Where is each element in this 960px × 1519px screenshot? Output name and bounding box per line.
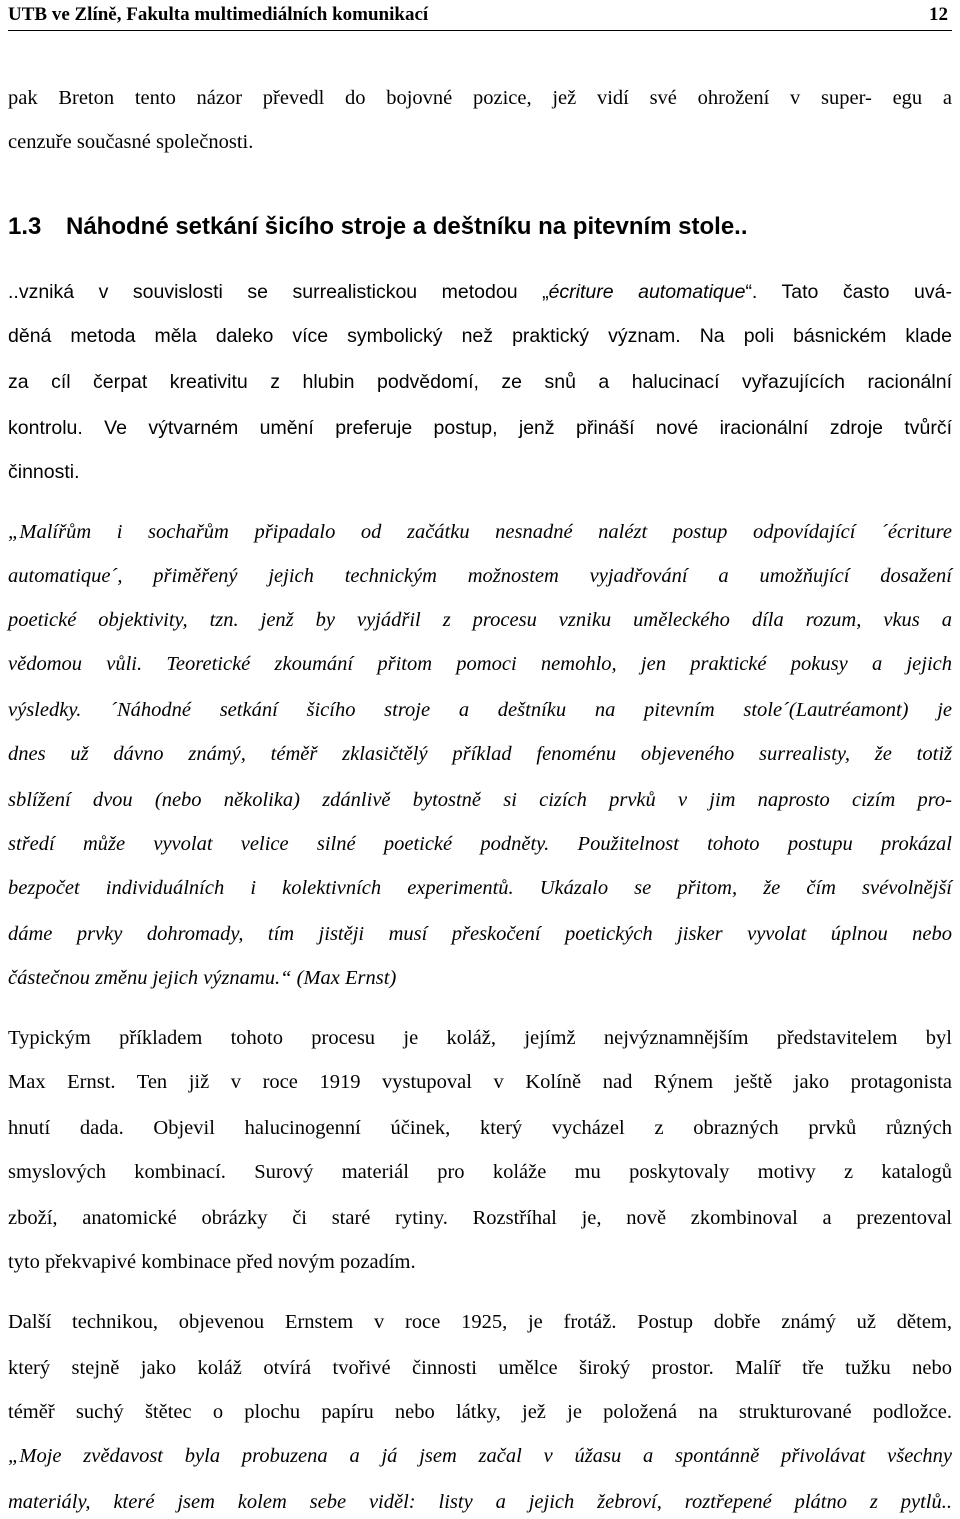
para2-line-2: děná metoda měla daleko více symbolický než praktický význam. Na poli básnickém klade bbox=[8, 325, 952, 347]
para4-line: téměř suchý štětec o plochu papíru nebo látky, jež je položená na strukturované podložce. bbox=[8, 1401, 952, 1423]
quote-line: částečnou změnu jejich významu.“ (Max Ernst) bbox=[8, 967, 397, 989]
quote-line: poetické objektivity, tzn. jenž by vyjádřil z procesu vzniku uměleckého díla rozum, vkus a bbox=[8, 609, 952, 631]
para2-line-4: kontrolu. Ve výtvarném umění preferuje postup, jenž přináší nové iracionální zdroje tvůrčí bbox=[8, 417, 952, 439]
para3-line: zboží, anatomické obrázky či staré rytiny. Rozstříhal je, nově zkombinoval a prezentoval bbox=[8, 1207, 952, 1229]
running-header bbox=[8, 0, 952, 31]
para3-line: hnutí dada. Objevil halucinogenní účinek, který vycházel z obrazných prvků různých bbox=[8, 1117, 952, 1139]
para2-text: “. Tato často uvá- bbox=[745, 281, 952, 303]
page-number: 12 bbox=[929, 4, 948, 25]
para2-text: ..vzniká v souvislosti se surrealistickou metodou „ bbox=[8, 281, 549, 303]
quote-line: dáme prvky dohromady, tím jistěji musí přeskočení poetických jisker vyvolat úplnou nebo bbox=[8, 923, 952, 945]
para4-line: který stejně jako koláž otvírá tvořivé činnosti umělce široký prostor. Malíř tře tužku nebo bbox=[8, 1357, 952, 1379]
section-heading bbox=[8, 210, 748, 244]
quote-line: „Malířům i sochařům připadalo od začátku nesnadné nalézt postup odpovídající ´écriture bbox=[8, 521, 952, 543]
para2-line-3: za cíl čerpat kreativitu z hlubin podvědomí, ze snů a halucinací vyřazujících racionální bbox=[8, 371, 952, 393]
quote-line: sblížení dvou (nebo několika) zdánlivě bytostně si cizích prvků v jim naprosto cizím pro- bbox=[8, 789, 952, 811]
para4-line: Další technikou, objevenou Ernstem v roce 1925, je frotáž. Postup dobře známý už dětem, bbox=[8, 1311, 952, 1333]
header-title: UTB ve Zlíně, Fakulta multimediálních komunikací bbox=[8, 4, 429, 25]
para2-line-5: činnosti. bbox=[8, 461, 80, 483]
quote-line: středí může vyvolat velice silné poetické podněty. Použitelnost tohoto postupu prokázal bbox=[8, 833, 952, 855]
quote-line: výsledky. ´Náhodné setkání šicího stroje a deštníku na pitevním stole´(Lautréamont) je bbox=[8, 699, 952, 721]
para2-line-1 bbox=[8, 278, 952, 306]
para3-line: Typickým příkladem tohoto procesu je koláž, jejímž nejvýznamnějším představitelem byl bbox=[8, 1027, 952, 1049]
section-title: Náhodné setkání šicího stroje a deštníku na pitevním stole.. bbox=[66, 213, 748, 240]
quote-line: bezpočet individuálních i kolektivních experimentů. Ukázalo se přitom, že čím svévolnější bbox=[8, 877, 952, 899]
term-ecriture-automatique: écriture automatique bbox=[548, 281, 746, 303]
quote-line: dnes už dávno známý, téměř zklasičtělý příklad fenoménu objeveného surrealisty, že totiž bbox=[8, 743, 952, 765]
para1-line-2: cenzuře současné společnosti. bbox=[8, 131, 254, 153]
quote-line: automatique´, přiměřený jejich technickým možnostem vyjadřování a umožňující dosažení bbox=[8, 565, 952, 587]
quote2-line: materiály, které jsem kolem sebe viděl: listy a jejich žebroví, roztřepené plátno z pytlů.. bbox=[8, 1491, 952, 1513]
quote-line: vědomou vůli. Teoretické zkoumání přitom pomoci nemohlo, jen praktické pokusy a jejich bbox=[8, 653, 952, 675]
section-number: 1.3 bbox=[8, 213, 42, 240]
para3-line: smyslových kombinací. Surový materiál pro koláže mu poskytovaly motivy z katalogů bbox=[8, 1161, 952, 1183]
para3-line: tyto překvapivé kombinace před novým pozadím. bbox=[8, 1251, 416, 1273]
para3-line: Max Ernst. Ten již v roce 1919 vystupoval v Kolíně nad Rýnem ještě jako protagonista bbox=[8, 1071, 952, 1093]
quote2-line: „Moje zvědavost byla probuzena a já jsem začal v úžasu a spontánně přivolávat všechny bbox=[8, 1445, 952, 1467]
para1-line-1: pak Breton tento názor převedl do bojovné pozice, jež vidí své ohrožení v super- egu a bbox=[8, 87, 952, 109]
